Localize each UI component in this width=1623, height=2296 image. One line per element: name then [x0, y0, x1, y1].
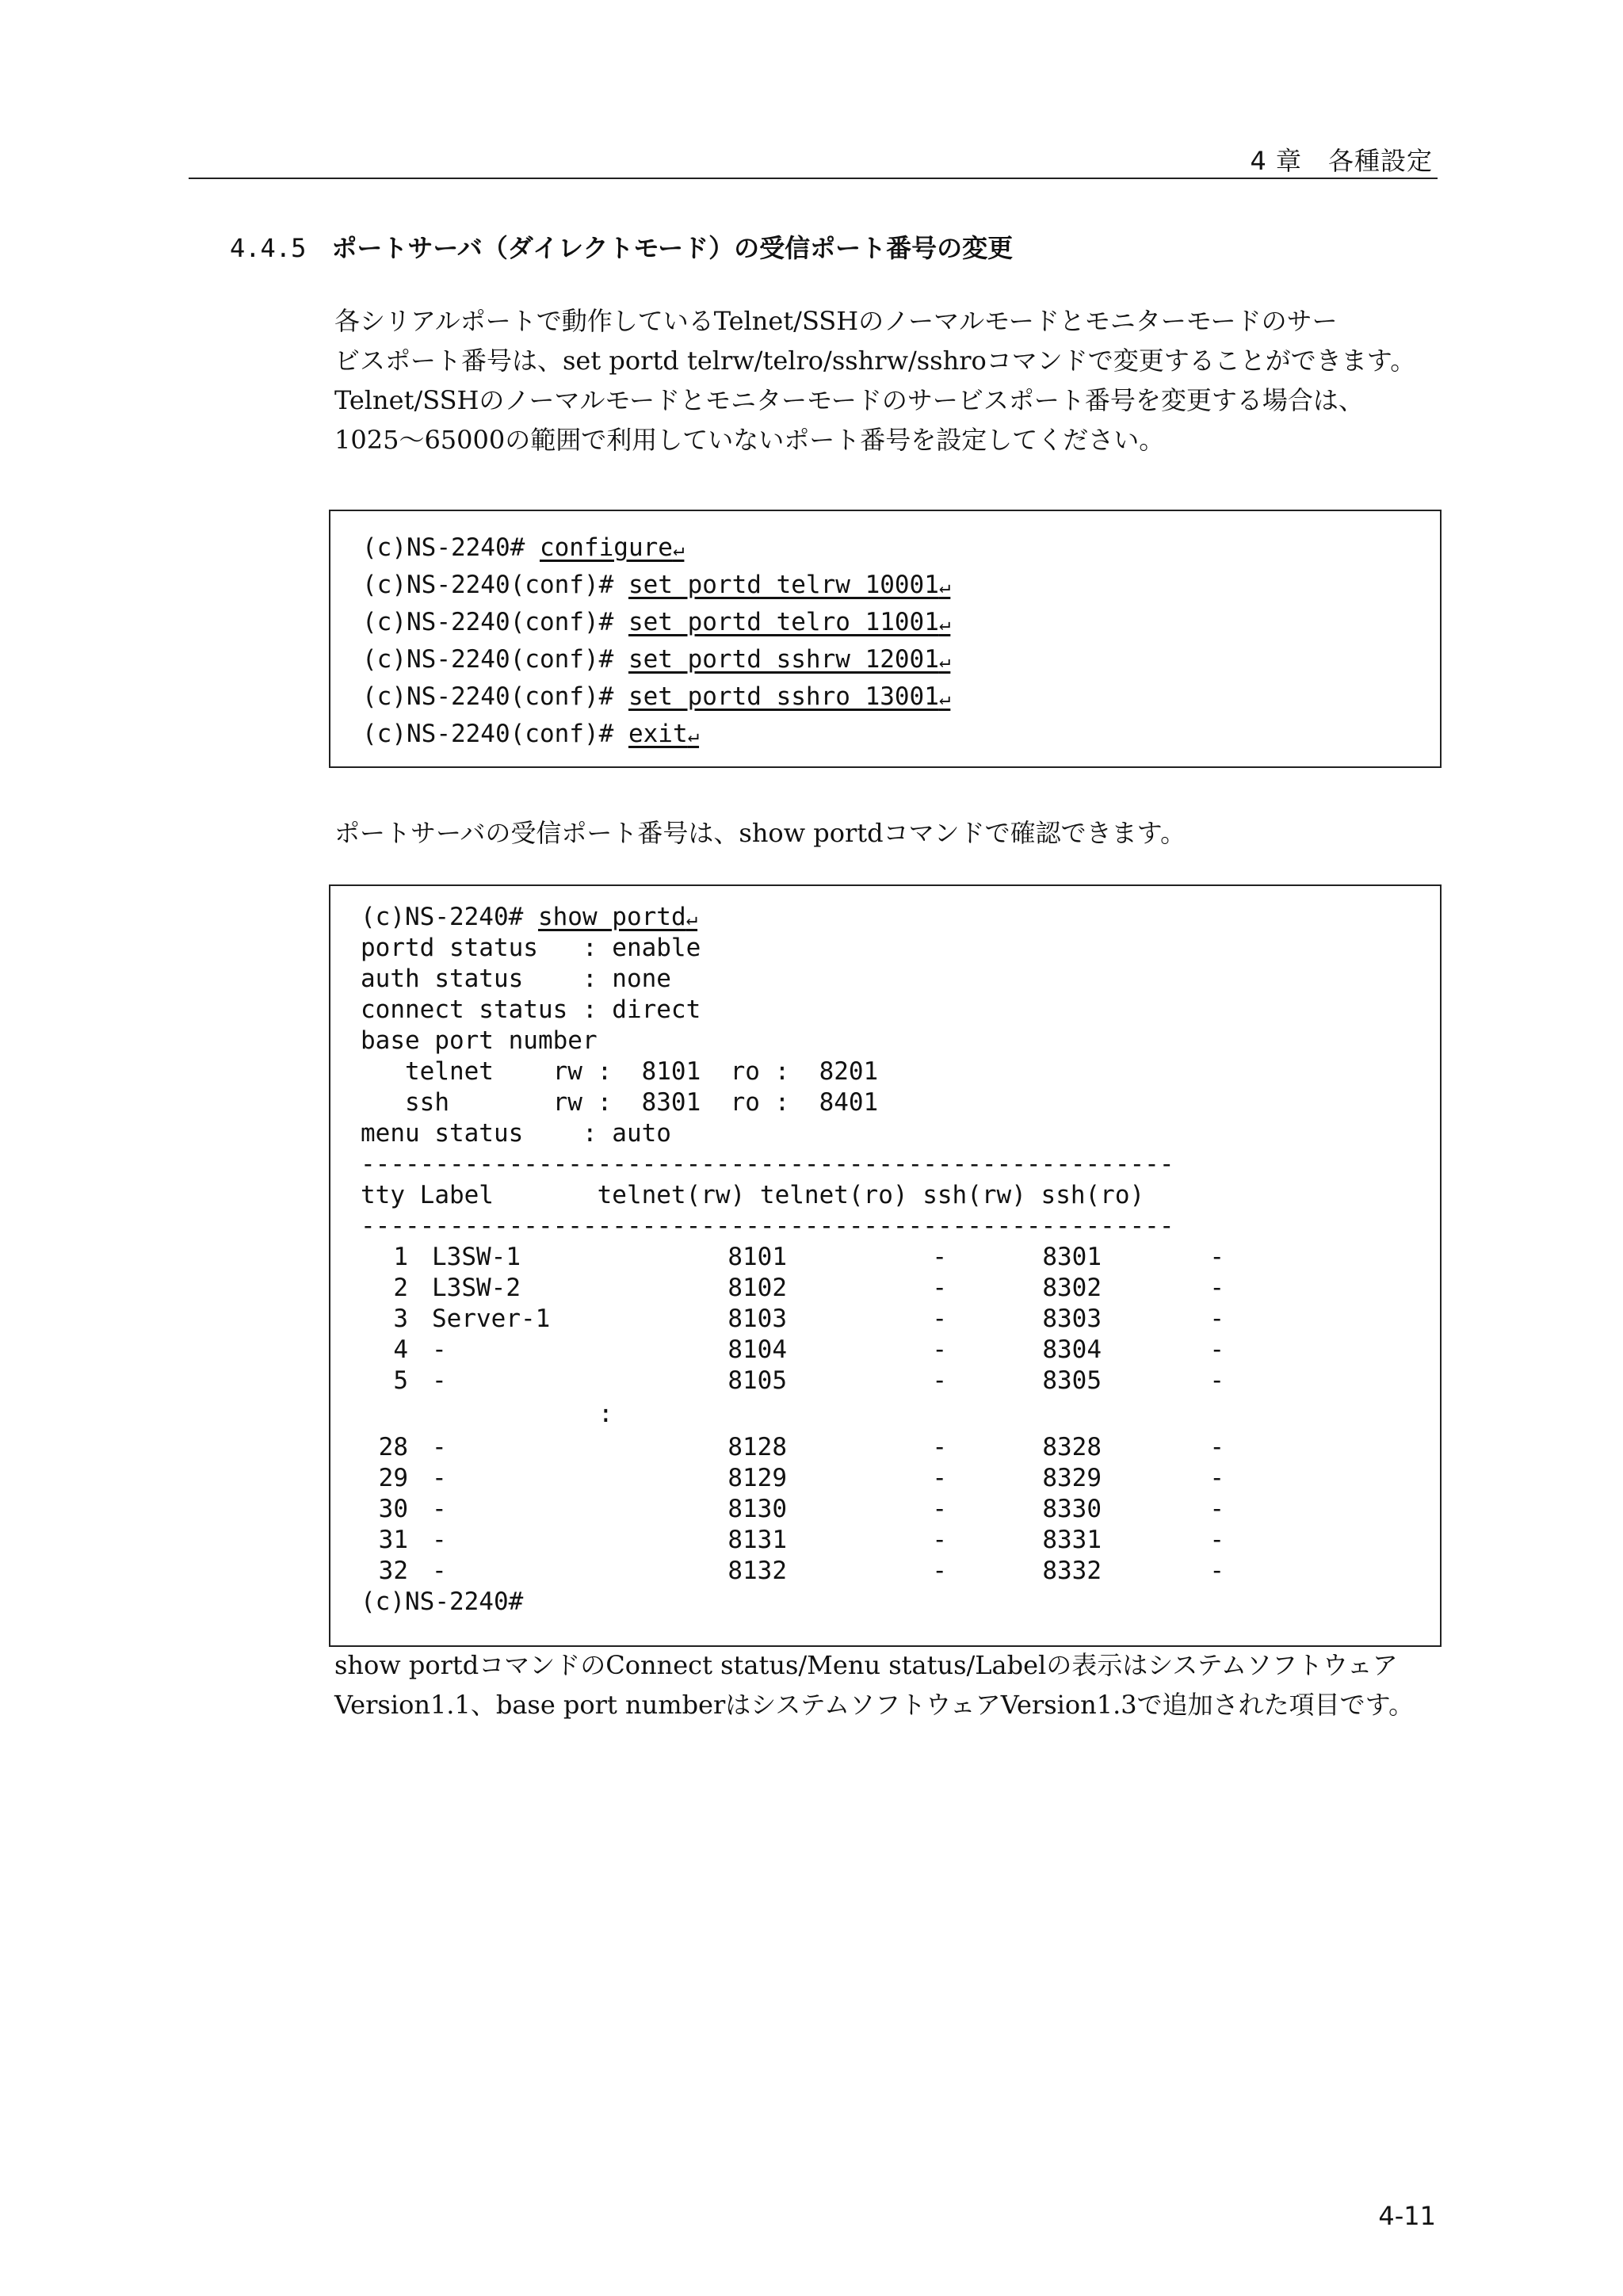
ssh-rw-cell: 8330 — [1042, 1495, 1102, 1523]
command-text — [628, 682, 950, 711]
config-command-box — [329, 510, 1442, 768]
intro-line: Telnet/SSHのノーマルモードとモニターモードのサービスポート番号を変更する場合は、 — [334, 385, 1364, 415]
command-text — [540, 533, 684, 562]
label-cell: L3SW-1 — [432, 1243, 521, 1271]
tty-cell: 4 — [393, 1335, 408, 1364]
table-separator: ------------------------------------------------------- — [361, 1150, 1174, 1179]
telnet-ro-cell: - — [932, 1335, 947, 1364]
table-row — [361, 1304, 1440, 1335]
telnet-rw-cell: 8131 — [727, 1526, 787, 1554]
return-key-icon: ↵ — [938, 650, 951, 672]
command: show portd — [537, 903, 686, 931]
config-command-line — [362, 529, 1440, 567]
telnet-rw-cell: 8101 — [727, 1243, 787, 1271]
command-text — [628, 645, 950, 674]
config-command-line — [362, 716, 1440, 753]
telnet-ro-cell: - — [932, 1305, 947, 1333]
tty-cell: 2 — [393, 1274, 408, 1302]
telnet-ro-cell: - — [932, 1433, 947, 1461]
command: set portd telro 11001 — [628, 608, 939, 636]
telnet-ro-cell: - — [932, 1557, 947, 1585]
section-number: 4.4.5 — [230, 233, 307, 263]
config-command-line — [362, 604, 1440, 641]
command: configure — [539, 533, 673, 562]
ssh-rw-cell: 8331 — [1042, 1526, 1102, 1554]
ssh-ro-cell: - — [1209, 1557, 1224, 1585]
section-heading: ポートサーバ（ダイレクトモード）の受信ポート番号の変更 — [331, 233, 1014, 263]
ssh-ro-cell: - — [1209, 1274, 1224, 1302]
ssh-ro-cell: - — [1209, 1526, 1224, 1554]
return-key-icon: ↵ — [938, 613, 951, 635]
label-cell: Server-1 — [432, 1305, 551, 1333]
intro-paragraph — [334, 301, 1440, 460]
status-line: auth status : none — [361, 965, 671, 993]
label-cell: - — [432, 1526, 447, 1554]
prompt: (c)NS-2240# — [361, 903, 538, 931]
command-text — [538, 903, 697, 931]
ssh-ro-cell: - — [1209, 1335, 1224, 1364]
command: set portd sshrw 12001 — [628, 645, 939, 674]
telnet-rw-cell: 8104 — [727, 1335, 787, 1364]
ssh-ro-cell: - — [1209, 1464, 1224, 1492]
tty-cell: 1 — [393, 1243, 408, 1271]
ssh-ro-cell: - — [1209, 1366, 1224, 1395]
show-command-line — [361, 902, 1440, 933]
prompt: (c)NS-2240(conf)# — [362, 682, 628, 711]
ssh-rw-cell: 8329 — [1042, 1464, 1102, 1492]
telnet-rw-cell: 8129 — [727, 1464, 787, 1492]
status-line: base port number — [361, 1026, 598, 1055]
return-key-icon: ↵ — [685, 907, 698, 930]
final-prompt: (c)NS-2240# — [361, 1587, 524, 1616]
config-command-line — [362, 678, 1440, 716]
prompt: (c)NS-2240(conf)# — [362, 608, 628, 636]
tty-cell: 32 — [378, 1557, 408, 1585]
table-row — [361, 1242, 1440, 1273]
telnet-rw-cell: 8128 — [727, 1433, 787, 1461]
chapter-header: 4 章 各種設定 — [1250, 146, 1433, 176]
table-row — [361, 1463, 1440, 1494]
intro-line: ビスポート番号は、set portd telrw/telro/sshrw/sshroコマンドで変更することができます。 — [334, 346, 1416, 376]
label-cell: L3SW-2 — [432, 1274, 521, 1302]
ssh-rw-cell: 8302 — [1042, 1274, 1102, 1302]
ssh-rw-cell: 8332 — [1042, 1557, 1102, 1585]
tty-cell: 5 — [393, 1366, 408, 1395]
return-key-icon: ↵ — [687, 724, 700, 747]
status-line: telnet rw : 8101 ro : 8201 — [361, 1057, 879, 1086]
telnet-ro-cell: - — [932, 1274, 947, 1302]
table-header: tty Label telnet(rw) telnet(ro) ssh(rw) ssh(ro) — [361, 1181, 1145, 1209]
table-row — [361, 1432, 1440, 1463]
prompt: (c)NS-2240(conf)# — [362, 720, 628, 748]
telnet-ro-cell: - — [932, 1464, 947, 1492]
telnet-rw-cell: 8130 — [727, 1495, 787, 1523]
label-cell: - — [432, 1557, 447, 1585]
telnet-ro-cell: - — [932, 1526, 947, 1554]
note-line: Version1.1、base port numberはシステムソフトウェアVersion1.3で追加された項目です。 — [334, 1690, 1415, 1720]
ssh-ro-cell: - — [1209, 1433, 1224, 1461]
config-command-line — [362, 567, 1440, 604]
section-title — [230, 228, 1013, 265]
intro-line: 1025～65000の範囲で利用していないポート番号を設定してください。 — [334, 425, 1165, 455]
status-line: ssh rw : 8301 ro : 8401 — [361, 1088, 879, 1117]
ssh-ro-cell: - — [1209, 1243, 1224, 1271]
ssh-ro-cell: - — [1209, 1495, 1224, 1523]
telnet-rw-cell: 8132 — [727, 1557, 787, 1585]
note-paragraph — [334, 1645, 1440, 1725]
table-row — [361, 1366, 1440, 1396]
status-line: connect status : direct — [361, 995, 701, 1024]
status-line: portd status : enable — [361, 934, 701, 962]
prompt: (c)NS-2240(conf)# — [362, 645, 628, 674]
table-row — [361, 1335, 1440, 1366]
header-rule — [189, 178, 1438, 179]
note-line: show portdコマンドのConnect status/Menu status/Labelの表示はシステムソフトウェア — [334, 1650, 1398, 1680]
telnet-rw-cell: 8102 — [727, 1274, 787, 1302]
label-cell: - — [432, 1495, 447, 1523]
status-line: menu status : auto — [361, 1119, 671, 1148]
telnet-rw-cell: 8105 — [727, 1366, 787, 1395]
telnet-ro-cell: - — [932, 1366, 947, 1395]
tty-cell: 28 — [378, 1433, 408, 1461]
tty-cell: 31 — [378, 1526, 408, 1554]
config-command-line — [362, 641, 1440, 678]
tty-cell: 3 — [393, 1305, 408, 1333]
telnet-rw-cell: 8103 — [727, 1305, 787, 1333]
table-row — [361, 1556, 1440, 1587]
show-portd-output-box — [329, 884, 1442, 1647]
command-text — [628, 571, 950, 599]
show-intro — [334, 813, 1440, 853]
command: set portd telrw 10001 — [628, 571, 939, 599]
ellipsis-row: : — [598, 1400, 613, 1428]
return-key-icon: ↵ — [938, 575, 951, 598]
show-intro-line: ポートサーバの受信ポート番号は、show portdコマンドで確認できます。 — [334, 818, 1186, 848]
label-cell: - — [432, 1464, 447, 1492]
table-row — [361, 1273, 1440, 1304]
prompt: (c)NS-2240(conf)# — [362, 571, 628, 599]
intro-line: 各シリアルポートで動作しているTelnet/SSHのノーマルモードとモニターモードのサー — [334, 306, 1338, 336]
command: exit — [628, 720, 688, 748]
command: set portd sshro 13001 — [628, 682, 939, 711]
table-row — [361, 1494, 1440, 1525]
return-key-icon: ↵ — [672, 538, 685, 560]
table-row — [361, 1525, 1440, 1556]
command-text — [628, 720, 699, 748]
ssh-rw-cell: 8328 — [1042, 1433, 1102, 1461]
telnet-ro-cell: - — [932, 1495, 947, 1523]
return-key-icon: ↵ — [938, 687, 951, 709]
tty-cell: 30 — [378, 1495, 408, 1523]
label-cell: - — [432, 1335, 447, 1364]
tty-cell: 29 — [378, 1464, 408, 1492]
table-separator: ------------------------------------------------------- — [361, 1212, 1174, 1240]
ssh-rw-cell: 8301 — [1042, 1243, 1102, 1271]
page-number: 4-11 — [1378, 2201, 1436, 2231]
command-text — [628, 608, 950, 636]
prompt: (c)NS-2240# — [362, 533, 540, 562]
label-cell: - — [432, 1366, 447, 1395]
ssh-ro-cell: - — [1209, 1305, 1224, 1333]
ssh-rw-cell: 8305 — [1042, 1366, 1102, 1395]
label-cell: - — [432, 1433, 447, 1461]
telnet-ro-cell: - — [932, 1243, 947, 1271]
ssh-rw-cell: 8304 — [1042, 1335, 1102, 1364]
ssh-rw-cell: 8303 — [1042, 1305, 1102, 1333]
